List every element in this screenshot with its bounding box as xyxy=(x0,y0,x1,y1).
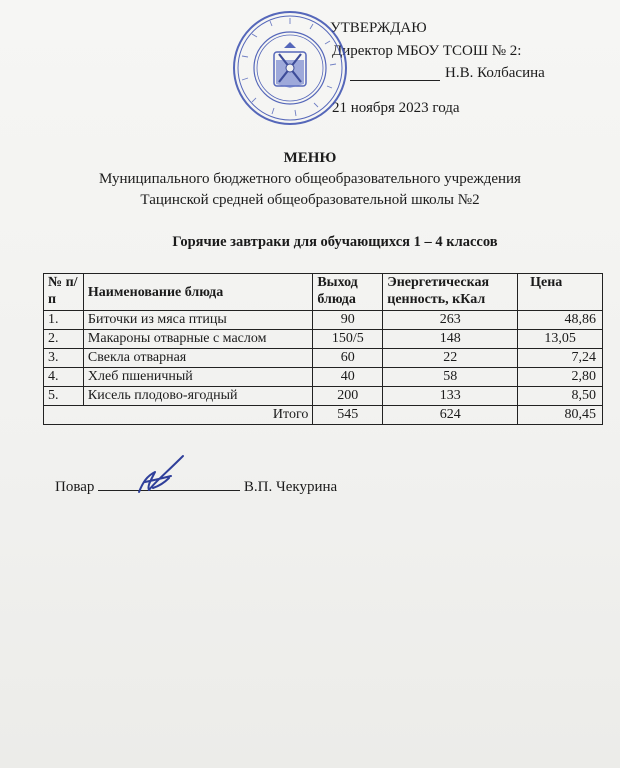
cell-price: 7,24 xyxy=(518,349,603,368)
cell-price: 13,05 xyxy=(518,330,603,349)
cell-price: 48,86 xyxy=(518,311,603,330)
approval-date: 21 ноября 2023 года xyxy=(332,100,460,116)
cook-signature-block xyxy=(55,478,337,496)
table-row xyxy=(44,387,603,406)
approval-position: Директор МБОУ ТСОШ № 2: xyxy=(332,43,522,59)
school-seal-icon xyxy=(230,8,350,128)
header-yield: Выход блюда xyxy=(313,274,383,311)
cell-price: 2,80 xyxy=(518,368,603,387)
header-energy: Энергетическая ценность, кКал xyxy=(383,274,518,311)
cell-energy: 133 xyxy=(383,387,518,406)
cell-num: 1. xyxy=(44,311,84,330)
table-header-row xyxy=(44,274,603,311)
table-total-row xyxy=(44,406,603,425)
cell-yield: 90 xyxy=(313,311,383,330)
header-num: № п/п xyxy=(44,274,84,311)
total-yield: 545 xyxy=(313,406,383,425)
meal-title: Горячие завтраки для обучающихся 1 – 4 классов xyxy=(172,234,498,250)
cell-energy: 263 xyxy=(383,311,518,330)
cell-price: 8,50 xyxy=(518,387,603,406)
cell-name: Свекла отварная xyxy=(83,349,312,368)
cell-name: Хлеб пшеничный xyxy=(83,368,312,387)
table-row xyxy=(44,349,603,368)
cell-name: Макароны отварные с маслом xyxy=(83,330,312,349)
menu-title: МЕНЮ xyxy=(283,150,337,166)
header-price: Цена xyxy=(518,274,603,311)
cell-num: 5. xyxy=(44,387,84,406)
cell-yield: 200 xyxy=(313,387,383,406)
menu-table xyxy=(43,273,603,425)
table-row xyxy=(44,311,603,330)
approval-signature-line xyxy=(350,80,440,81)
cell-energy: 148 xyxy=(383,330,518,349)
cell-yield: 60 xyxy=(313,349,383,368)
approval-title: УТВЕРЖДАЮ xyxy=(330,20,427,36)
approval-signer: Н.В. Колбасина xyxy=(445,65,545,81)
organization-line-1: Муниципального бюджетного общеобразовательного учреждения xyxy=(99,171,521,187)
total-label: Итого xyxy=(44,406,313,425)
cell-yield: 150/5 xyxy=(313,330,383,349)
table-row xyxy=(44,330,603,349)
header-name: Наименование блюда xyxy=(83,274,312,311)
cell-num: 4. xyxy=(44,368,84,387)
cell-yield: 40 xyxy=(313,368,383,387)
total-energy: 624 xyxy=(383,406,518,425)
cell-energy: 22 xyxy=(383,349,518,368)
table-row xyxy=(44,368,603,387)
handwritten-signature-icon xyxy=(125,452,195,497)
cell-num: 3. xyxy=(44,349,84,368)
cook-label: Повар xyxy=(55,479,95,495)
cell-name: Биточки из мяса птицы xyxy=(83,311,312,330)
cell-num: 2. xyxy=(44,330,84,349)
cell-name: Кисель плодово-ягодный xyxy=(83,387,312,406)
cook-name: В.П. Чекурина xyxy=(243,479,338,495)
cell-energy: 58 xyxy=(383,368,518,387)
total-price: 80,45 xyxy=(518,406,603,425)
organization-line-2: Тацинской средней общеобразовательной школы №2 xyxy=(140,192,480,208)
